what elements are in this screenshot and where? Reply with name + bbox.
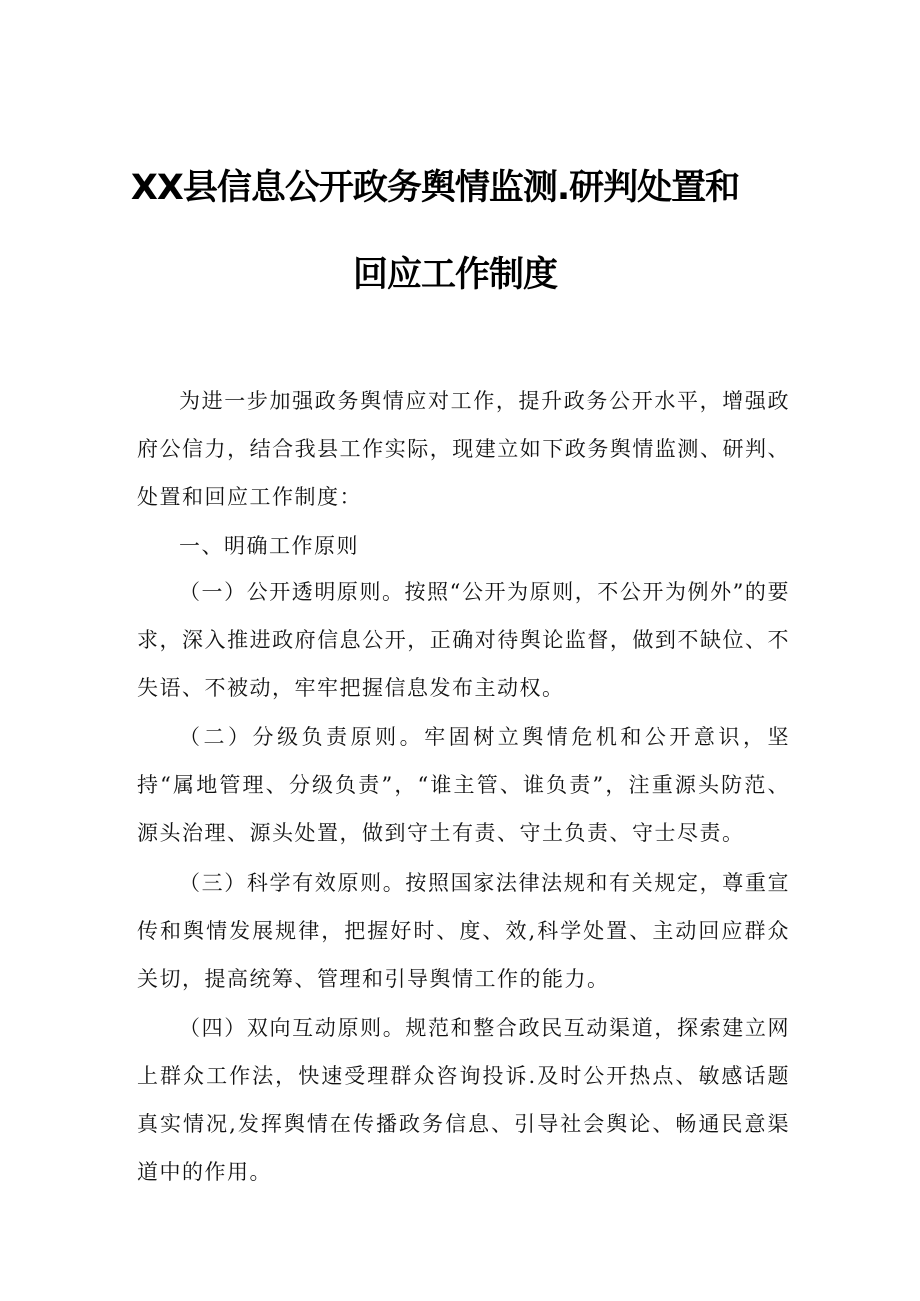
document-title-line-1: XX县信息公开政务舆情监测.研判处置和 bbox=[130, 168, 740, 208]
intro-text: 为进一步加强政务舆情应对工作，提升政务公开水平，增强政府公信力，结合我县工作实际，现建立如下政务舆情监测、研判、处置和回应工作制度： bbox=[137, 389, 790, 509]
section-heading bbox=[137, 522, 790, 570]
principle-paragraph bbox=[137, 713, 790, 857]
principle-4-text: （四）双向互动原则。规范和整合政民互动渠道，探索建立网上群众工作法，快速受理群众咨询投诉.及时公开热点、敏感话题真实情况,发挥舆情在传播政务信息、引导社会舆论、畅通民意渠道中的作用。 bbox=[137, 1016, 790, 1184]
principle-3-text: （三）科学有效原则。按照国家法律法规和有关规定，尊重宣传和舆情发展规律，把握好时、度、效,科学处置、主动回应群众关切，提高统筹、管理和引导舆情工作的能力。 bbox=[137, 871, 790, 991]
document-title-line-2: 回应工作制度 bbox=[352, 255, 557, 295]
section-1-heading: 一、明确工作原则 bbox=[179, 534, 359, 558]
principle-paragraph bbox=[137, 859, 790, 1003]
intro-paragraph bbox=[137, 377, 790, 521]
principle-1-text: （一）公开透明原则。按照“公开为原则，不公开为例外”的要求，深入推进政府信息公开，正确对待舆论监督，做到不缺位、不失语、不被动，牢牢把握信息发布主动权。 bbox=[137, 580, 790, 700]
principle-2-text: （二）分级负责原则。牢固树立舆情危机和公开意识，坚持“属地管理、分级负责”，“谁主管、谁负责”，注重源头防范、源头治理、源头处置，做到守土有责、守土负责、守士尽责。 bbox=[137, 725, 790, 845]
principle-paragraph bbox=[137, 1004, 790, 1196]
principle-paragraph bbox=[137, 568, 790, 712]
